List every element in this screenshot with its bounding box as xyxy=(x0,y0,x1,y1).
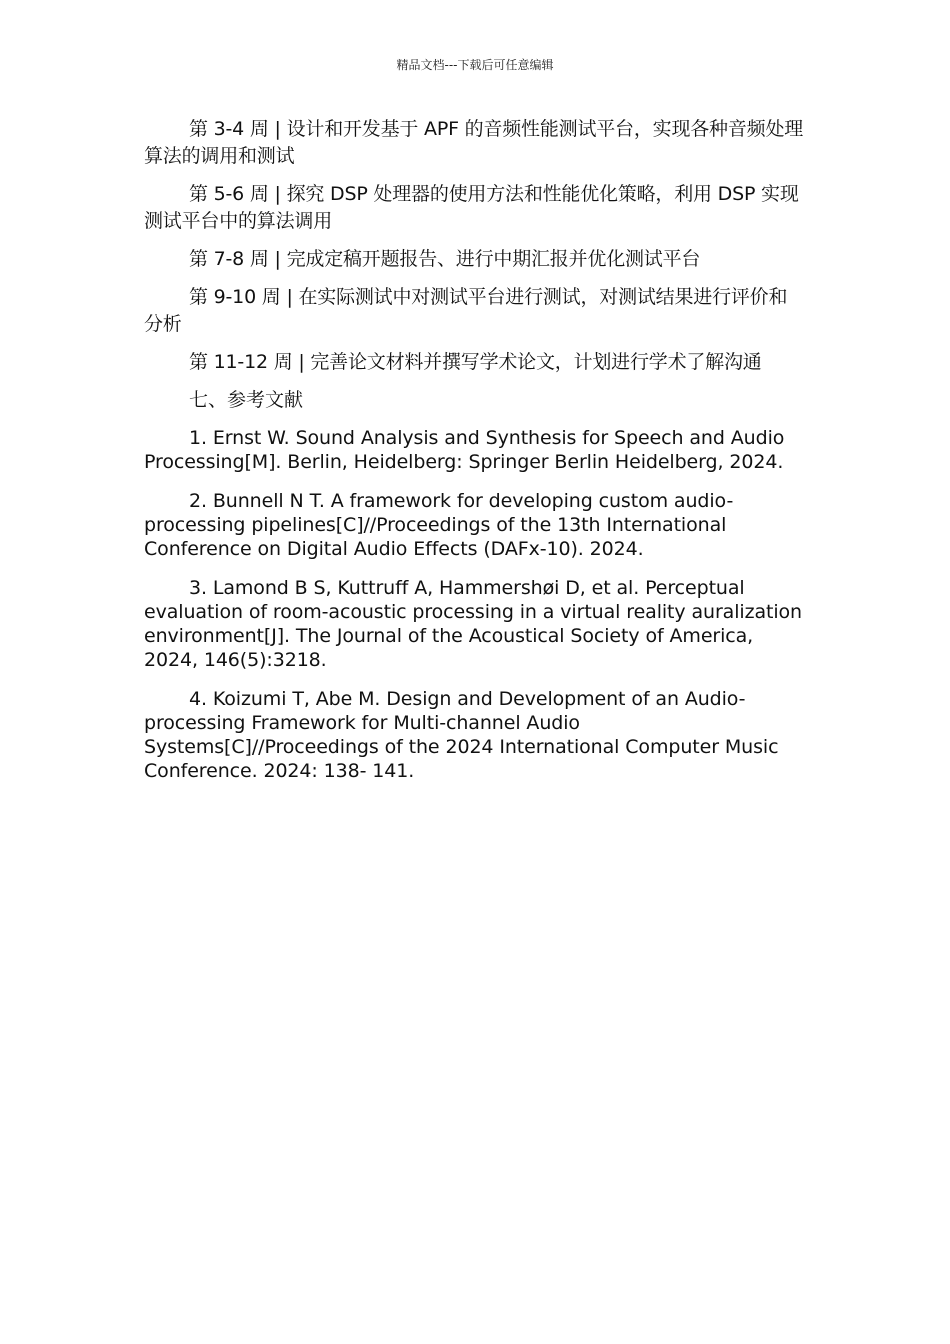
schedule-list xyxy=(144,116,806,376)
schedule-item: 第 9-10 周 | 在实际测试中对测试平台进行测试，对测试结果进行评价和分析 xyxy=(144,286,788,335)
schedule-item: 第 11-12 周 | 完善论文材料并撰写学术论文，计划进行学术了解沟通 xyxy=(189,351,762,373)
page-header: 精品文档---下载后可任意编辑 xyxy=(396,58,554,72)
reference-item: 3. Lamond B S, Kuttruff A, Hammershøi D, et al. Perceptual evaluation of room-acoustic processing in a virtual reality auralization environment[J]. The Journal of the Acoustical Society of America, 2024, 146(5):3218. xyxy=(144,577,802,671)
schedule-item: 第 7-8 周 | 完成定稿开题报告、进行中期汇报并优化测试平台 xyxy=(189,248,701,270)
schedule-item: 第 5-6 周 | 探究 DSP 处理器的使用方法和性能优化策略，利用 DSP 实现测试平台中的算法调用 xyxy=(144,183,799,232)
references-list xyxy=(144,426,806,783)
references-heading: 七、参考文献 xyxy=(189,389,304,411)
reference-item: 2. Bunnell N T. A framework for developing custom audio-processing pipelines[C]//Proceedings of the 13th International Conference on Digital Audio Effects (DAFx-10). 2024. xyxy=(144,490,734,560)
reference-item: 1. Ernst W. Sound Analysis and Synthesis for Speech and Audio Processing[M]. Berlin, Heidelberg: Springer Berlin Heidelberg, 2024. xyxy=(144,427,785,473)
schedule-item: 第 3-4 周 | 设计和开发基于 APF 的音频性能测试平台，实现各种音频处理算法的调用和测试 xyxy=(144,118,804,167)
reference-item: 4. Koizumi T, Abe M. Design and Development of an Audio-processing Framework for Multi-channel Audio Systems[C]//Proceedings of the 2024 International Computer Music Conference. 2024: 138- 141. xyxy=(144,688,779,782)
document-body xyxy=(144,116,806,798)
